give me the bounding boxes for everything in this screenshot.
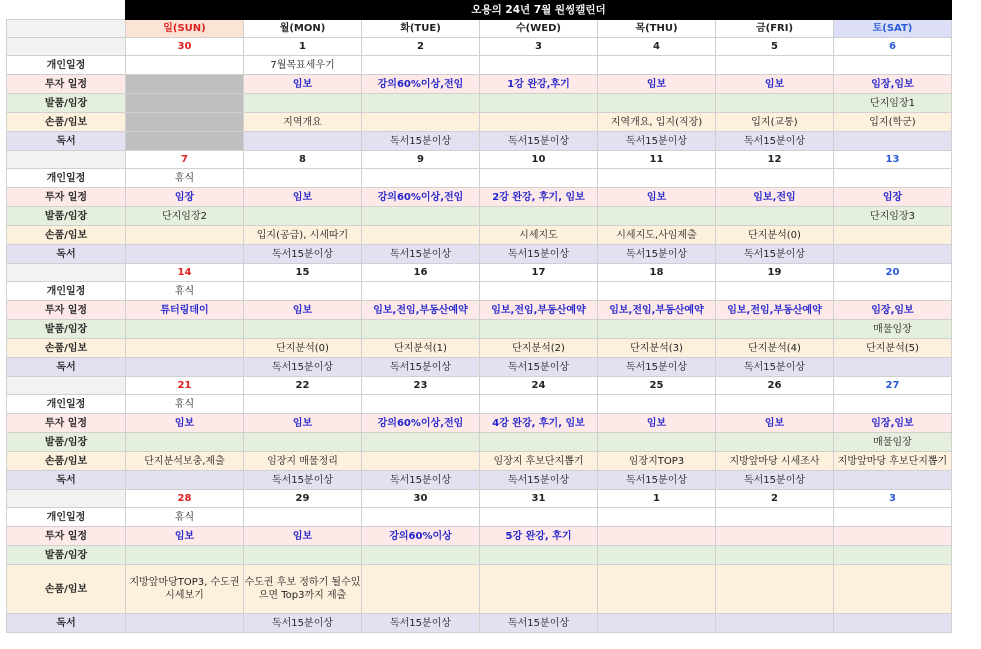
corner-blank — [7, 1, 126, 20]
cell-read-sun[interactable] — [126, 132, 244, 151]
date-row — [7, 377, 952, 395]
cell-read-sat[interactable] — [834, 358, 952, 377]
cell-read-wed[interactable]: 독서15분이상 — [480, 245, 598, 264]
day-header-tue: 화(TUE) — [362, 20, 480, 38]
cell-notice-sat[interactable]: 단지임장3 — [834, 207, 952, 226]
cell-loss-sun[interactable] — [126, 339, 244, 358]
date-cell-mon: 29 — [244, 490, 362, 508]
date-cell-tue: 23 — [362, 377, 480, 395]
row-label-plan: 개인일정 — [7, 508, 126, 527]
cell-plan-fri[interactable] — [716, 56, 834, 75]
date-cell-fri: 26 — [716, 377, 834, 395]
cell-notice-sun[interactable] — [126, 320, 244, 339]
cell-plan-sat[interactable] — [834, 508, 952, 527]
header-corner — [7, 20, 126, 38]
row-label-read: 독서 — [7, 132, 126, 151]
cell-loss-mon[interactable]: 지역개요 — [244, 113, 362, 132]
date-row — [7, 264, 952, 282]
row-label-loss: 손품/임보 — [7, 339, 126, 358]
date-cell-sat: 27 — [834, 377, 952, 395]
cell-invest-fri[interactable]: 임보,전임,부동산예약 — [716, 301, 834, 320]
row-label-invest: 투자 일정 — [7, 75, 126, 94]
date-cell-thu: 11 — [598, 151, 716, 169]
cell-plan-tue[interactable] — [362, 395, 480, 414]
row-label-notice: 발품/임장 — [7, 207, 126, 226]
cell-notice-wed[interactable] — [480, 546, 598, 565]
date-row-label — [7, 490, 126, 508]
cell-read-tue[interactable]: 독서15분이상 — [362, 614, 480, 633]
cell-read-sat[interactable] — [834, 471, 952, 490]
cell-loss-sun[interactable] — [126, 113, 244, 132]
date-cell-wed: 3 — [480, 38, 598, 56]
cell-read-sun[interactable] — [126, 245, 244, 264]
cell-read-sat[interactable] — [834, 132, 952, 151]
cell-plan-thu[interactable] — [598, 56, 716, 75]
row-notice — [7, 207, 952, 226]
cell-loss-sat[interactable]: 단지분석(5) — [834, 339, 952, 358]
cell-loss-sat[interactable]: 지방앞마당 후보단지뽑기 — [834, 452, 952, 471]
cell-invest-tue[interactable]: 강의60%이상 — [362, 527, 480, 546]
cell-invest-thu[interactable]: 임보 — [598, 75, 716, 94]
cell-read-fri[interactable]: 독서15분이상 — [716, 132, 834, 151]
date-cell-sun: 30 — [126, 38, 244, 56]
cell-invest-wed[interactable]: 5강 완강, 후기 — [480, 527, 598, 546]
cell-plan-fri[interactable] — [716, 395, 834, 414]
cell-invest-sun[interactable]: 튜터링데이 — [126, 301, 244, 320]
cell-read-fri[interactable] — [716, 614, 834, 633]
row-label-read: 독서 — [7, 471, 126, 490]
cell-read-thu[interactable]: 독서15분이상 — [598, 358, 716, 377]
row-notice — [7, 320, 952, 339]
cell-plan-mon[interactable] — [244, 395, 362, 414]
row-loss — [7, 226, 952, 245]
cell-loss-sun[interactable]: 지방앞마당TOP3, 수도권시세보기 — [126, 565, 244, 614]
cell-notice-fri[interactable] — [716, 320, 834, 339]
cell-loss-fri[interactable] — [716, 565, 834, 614]
row-notice — [7, 94, 952, 113]
cell-read-tue[interactable]: 독서15분이상 — [362, 471, 480, 490]
cell-notice-mon[interactable] — [244, 207, 362, 226]
row-read — [7, 614, 952, 633]
date-row — [7, 151, 952, 169]
cell-loss-tue[interactable]: 단지분석(1) — [362, 339, 480, 358]
row-plan — [7, 282, 952, 301]
cell-read-tue[interactable]: 독서15분이상 — [362, 132, 480, 151]
cell-plan-sat[interactable] — [834, 395, 952, 414]
cell-loss-wed[interactable]: 임장지 후보단지뽑기 — [480, 452, 598, 471]
date-row-label — [7, 38, 126, 56]
cell-notice-sun[interactable] — [126, 94, 244, 113]
day-header-wed: 수(WED) — [480, 20, 598, 38]
row-label-read: 독서 — [7, 358, 126, 377]
cell-plan-wed[interactable] — [480, 282, 598, 301]
row-invest — [7, 414, 952, 433]
cell-plan-sun[interactable]: 휴식 — [126, 169, 244, 188]
cell-plan-thu[interactable] — [598, 169, 716, 188]
date-cell-mon: 15 — [244, 264, 362, 282]
cell-notice-thu[interactable] — [598, 207, 716, 226]
cell-invest-sun[interactable]: 임보 — [126, 527, 244, 546]
row-loss — [7, 452, 952, 471]
cell-notice-wed[interactable] — [480, 207, 598, 226]
cell-loss-tue[interactable] — [362, 452, 480, 471]
cell-notice-wed[interactable] — [480, 320, 598, 339]
row-invest — [7, 301, 952, 320]
cell-notice-thu[interactable] — [598, 320, 716, 339]
cell-read-mon[interactable]: 독서15분이상 — [244, 471, 362, 490]
row-label-notice: 발품/임장 — [7, 320, 126, 339]
cell-invest-sun[interactable] — [126, 75, 244, 94]
date-row-label — [7, 151, 126, 169]
cell-notice-thu[interactable] — [598, 546, 716, 565]
row-read — [7, 132, 952, 151]
cell-invest-tue[interactable]: 강의60%이상,전임 — [362, 75, 480, 94]
cell-notice-sun[interactable]: 단지임장2 — [126, 207, 244, 226]
cell-invest-wed[interactable]: 4강 완강, 후기, 임보 — [480, 414, 598, 433]
row-label-notice: 발품/임장 — [7, 433, 126, 452]
calendar-table — [6, 0, 952, 633]
row-plan — [7, 395, 952, 414]
cell-read-mon[interactable]: 독서15분이상 — [244, 614, 362, 633]
cell-read-thu[interactable]: 독서15분이상 — [598, 471, 716, 490]
date-cell-thu: 25 — [598, 377, 716, 395]
cell-read-thu[interactable]: 독서15분이상 — [598, 132, 716, 151]
cell-notice-fri[interactable] — [716, 94, 834, 113]
date-cell-wed: 17 — [480, 264, 598, 282]
cell-notice-thu[interactable] — [598, 433, 716, 452]
cell-loss-mon[interactable]: 단지분석(0) — [244, 339, 362, 358]
cell-invest-wed[interactable]: 2강 완강, 후기, 임보 — [480, 188, 598, 207]
cell-plan-sun[interactable]: 휴식 — [126, 508, 244, 527]
cell-notice-tue[interactable] — [362, 320, 480, 339]
date-cell-mon: 1 — [244, 38, 362, 56]
date-cell-thu: 1 — [598, 490, 716, 508]
row-label-invest: 투자 일정 — [7, 414, 126, 433]
cell-plan-wed[interactable] — [480, 508, 598, 527]
date-cell-fri: 19 — [716, 264, 834, 282]
date-cell-sat: 3 — [834, 490, 952, 508]
row-label-loss: 손품/임보 — [7, 226, 126, 245]
cell-plan-thu[interactable] — [598, 508, 716, 527]
cell-invest-sun[interactable]: 임보 — [126, 414, 244, 433]
cell-read-fri[interactable]: 독서15분이상 — [716, 358, 834, 377]
cell-plan-mon[interactable]: 7월목표세우기 — [244, 56, 362, 75]
cell-notice-tue[interactable] — [362, 94, 480, 113]
cell-notice-mon[interactable] — [244, 94, 362, 113]
cell-notice-mon[interactable] — [244, 433, 362, 452]
cell-notice-sat[interactable]: 매물임장 — [834, 320, 952, 339]
cell-loss-wed[interactable] — [480, 113, 598, 132]
cell-read-thu[interactable]: 독서15분이상 — [598, 245, 716, 264]
date-cell-fri: 5 — [716, 38, 834, 56]
row-invest — [7, 75, 952, 94]
cell-loss-tue[interactable] — [362, 226, 480, 245]
cell-invest-sat[interactable]: 임장,임보 — [834, 414, 952, 433]
date-cell-thu: 4 — [598, 38, 716, 56]
row-loss — [7, 339, 952, 358]
date-cell-sun: 7 — [126, 151, 244, 169]
date-cell-fri: 12 — [716, 151, 834, 169]
row-notice — [7, 433, 952, 452]
date-cell-fri: 2 — [716, 490, 834, 508]
date-cell-wed: 31 — [480, 490, 598, 508]
cell-plan-sun[interactable]: 휴식 — [126, 282, 244, 301]
date-cell-sat: 20 — [834, 264, 952, 282]
row-label-loss: 손품/임보 — [7, 565, 126, 614]
cell-invest-mon[interactable]: 임보 — [244, 188, 362, 207]
cell-plan-sat[interactable] — [834, 169, 952, 188]
cell-loss-mon[interactable]: 임장지 매물정리 — [244, 452, 362, 471]
cell-read-sun[interactable] — [126, 358, 244, 377]
cell-loss-thu[interactable] — [598, 565, 716, 614]
cell-notice-tue[interactable] — [362, 207, 480, 226]
cell-invest-tue[interactable]: 강의60%이상,전임 — [362, 414, 480, 433]
row-label-loss: 손품/임보 — [7, 452, 126, 471]
date-row-label — [7, 264, 126, 282]
cell-notice-tue[interactable] — [362, 433, 480, 452]
cell-loss-fri[interactable]: 단지분석(0) — [716, 226, 834, 245]
date-cell-sun: 21 — [126, 377, 244, 395]
row-label-plan: 개인일정 — [7, 169, 126, 188]
cell-read-mon[interactable] — [244, 132, 362, 151]
cell-plan-sun[interactable] — [126, 56, 244, 75]
row-label-read: 독서 — [7, 614, 126, 633]
cell-invest-sun[interactable]: 임장 — [126, 188, 244, 207]
cell-plan-tue[interactable] — [362, 508, 480, 527]
row-loss — [7, 113, 952, 132]
cell-plan-fri[interactable] — [716, 282, 834, 301]
row-notice — [7, 546, 952, 565]
cell-invest-mon[interactable]: 임보 — [244, 75, 362, 94]
cell-invest-sat[interactable]: 임장,임보 — [834, 75, 952, 94]
cell-invest-thu[interactable]: 임보 — [598, 414, 716, 433]
cell-invest-tue[interactable]: 강의60%이상,전임 — [362, 188, 480, 207]
date-cell-sun: 28 — [126, 490, 244, 508]
cell-loss-wed[interactable] — [480, 565, 598, 614]
row-loss — [7, 565, 952, 614]
cell-loss-thu[interactable]: 지역개요, 입지(직장) — [598, 113, 716, 132]
cell-read-wed[interactable]: 독서15분이상 — [480, 358, 598, 377]
cell-notice-sat[interactable] — [834, 546, 952, 565]
cell-invest-mon[interactable]: 임보 — [244, 414, 362, 433]
cell-notice-fri[interactable] — [716, 433, 834, 452]
row-label-notice: 발품/임장 — [7, 546, 126, 565]
row-label-invest: 투자 일정 — [7, 301, 126, 320]
cell-notice-sat[interactable]: 매물임장 — [834, 433, 952, 452]
cell-loss-thu[interactable]: 단지분석(3) — [598, 339, 716, 358]
cell-invest-fri[interactable]: 임보,전임 — [716, 188, 834, 207]
cell-plan-fri[interactable] — [716, 169, 834, 188]
cell-invest-thu[interactable]: 임보 — [598, 188, 716, 207]
cell-plan-sun[interactable]: 휴식 — [126, 395, 244, 414]
cell-notice-wed[interactable] — [480, 433, 598, 452]
day-header-sun: 일(SUN) — [126, 20, 244, 38]
cell-read-fri[interactable]: 독서15분이상 — [716, 245, 834, 264]
cell-read-mon[interactable]: 독서15분이상 — [244, 358, 362, 377]
cell-invest-wed[interactable]: 임보,전임,부동산예약 — [480, 301, 598, 320]
cell-invest-fri[interactable]: 임보 — [716, 414, 834, 433]
cell-read-wed[interactable]: 독서15분이상 — [480, 132, 598, 151]
cell-notice-fri[interactable] — [716, 546, 834, 565]
row-plan — [7, 56, 952, 75]
cell-loss-sat[interactable] — [834, 226, 952, 245]
cell-read-wed[interactable]: 독서15분이상 — [480, 471, 598, 490]
row-label-plan: 개인일정 — [7, 395, 126, 414]
date-cell-tue: 9 — [362, 151, 480, 169]
date-cell-tue: 30 — [362, 490, 480, 508]
cell-loss-tue[interactable] — [362, 113, 480, 132]
date-cell-thu: 18 — [598, 264, 716, 282]
cell-notice-sun[interactable] — [126, 433, 244, 452]
date-cell-tue: 16 — [362, 264, 480, 282]
day-header-fri: 금(FRI) — [716, 20, 834, 38]
cell-plan-wed[interactable] — [480, 395, 598, 414]
cell-notice-thu[interactable] — [598, 94, 716, 113]
cell-loss-sat[interactable] — [834, 565, 952, 614]
row-read — [7, 245, 952, 264]
cell-loss-wed[interactable]: 시세지도 — [480, 226, 598, 245]
cell-plan-fri[interactable] — [716, 508, 834, 527]
cell-plan-mon[interactable] — [244, 169, 362, 188]
cell-loss-fri[interactable]: 입지(교통) — [716, 113, 834, 132]
calendar-title: 오용의 24년 7월 원씽캘린더 — [126, 1, 952, 20]
date-cell-sat: 13 — [834, 151, 952, 169]
cell-invest-fri[interactable] — [716, 527, 834, 546]
cell-plan-thu[interactable] — [598, 395, 716, 414]
cell-invest-tue[interactable]: 임보,전임,부동산예약 — [362, 301, 480, 320]
cell-invest-wed[interactable]: 1강 완강,후기 — [480, 75, 598, 94]
cell-read-sun[interactable] — [126, 471, 244, 490]
cell-invest-sat[interactable] — [834, 527, 952, 546]
date-cell-wed: 10 — [480, 151, 598, 169]
cell-notice-fri[interactable] — [716, 207, 834, 226]
cell-invest-mon[interactable]: 임보 — [244, 527, 362, 546]
row-label-notice: 발품/임장 — [7, 94, 126, 113]
cell-plan-tue[interactable] — [362, 56, 480, 75]
cell-notice-mon[interactable] — [244, 320, 362, 339]
day-header-sat: 토(SAT) — [834, 20, 952, 38]
cell-plan-mon[interactable] — [244, 282, 362, 301]
cell-read-mon[interactable]: 독서15분이상 — [244, 245, 362, 264]
cell-loss-sun[interactable] — [126, 226, 244, 245]
cell-plan-thu[interactable] — [598, 282, 716, 301]
date-cell-wed: 24 — [480, 377, 598, 395]
cell-plan-tue[interactable] — [362, 282, 480, 301]
row-label-plan: 개인일정 — [7, 282, 126, 301]
date-cell-tue: 2 — [362, 38, 480, 56]
row-invest — [7, 188, 952, 207]
cell-loss-wed[interactable]: 단지분석(2) — [480, 339, 598, 358]
date-cell-mon: 22 — [244, 377, 362, 395]
cell-plan-tue[interactable] — [362, 169, 480, 188]
row-read — [7, 358, 952, 377]
date-row — [7, 490, 952, 508]
cell-notice-sat[interactable]: 단지임장1 — [834, 94, 952, 113]
date-row-label — [7, 377, 126, 395]
day-header-thu: 목(THU) — [598, 20, 716, 38]
cell-loss-sun[interactable]: 단지분석보충,제출 — [126, 452, 244, 471]
cell-invest-sat[interactable]: 임장,임보 — [834, 301, 952, 320]
row-label-read: 독서 — [7, 245, 126, 264]
cell-read-tue[interactable]: 독서15분이상 — [362, 358, 480, 377]
cell-loss-tue[interactable] — [362, 565, 480, 614]
cell-plan-wed[interactable] — [480, 169, 598, 188]
cell-loss-mon[interactable]: 입지(공급), 시세따기 — [244, 226, 362, 245]
cell-invest-thu[interactable]: 임보,전임,부동산예약 — [598, 301, 716, 320]
row-label-invest: 투자 일정 — [7, 188, 126, 207]
row-read — [7, 471, 952, 490]
cell-read-thu[interactable] — [598, 614, 716, 633]
row-plan — [7, 169, 952, 188]
date-row — [7, 38, 952, 56]
cell-notice-sun[interactable] — [126, 546, 244, 565]
cell-read-sun[interactable] — [126, 614, 244, 633]
cell-invest-fri[interactable]: 임보 — [716, 75, 834, 94]
cell-loss-mon[interactable]: 수도권 후보 정하기 될수있으면 Top3까지 제출 — [244, 565, 362, 614]
cell-loss-sat[interactable]: 입지(학군) — [834, 113, 952, 132]
cell-read-wed[interactable]: 독서15분이상 — [480, 614, 598, 633]
row-label-loss: 손품/임보 — [7, 113, 126, 132]
cell-notice-tue[interactable] — [362, 546, 480, 565]
day-header-row — [7, 20, 952, 38]
date-cell-mon: 8 — [244, 151, 362, 169]
cell-loss-fri[interactable]: 단지분석(4) — [716, 339, 834, 358]
cell-read-fri[interactable]: 독서15분이상 — [716, 471, 834, 490]
cell-plan-mon[interactable] — [244, 508, 362, 527]
cell-plan-sat[interactable] — [834, 282, 952, 301]
cell-read-sat[interactable] — [834, 245, 952, 264]
cell-loss-fri[interactable]: 지방앞마당 시세조사 — [716, 452, 834, 471]
cell-invest-mon[interactable]: 임보 — [244, 301, 362, 320]
row-label-invest: 투자 일정 — [7, 527, 126, 546]
date-cell-sat: 6 — [834, 38, 952, 56]
date-cell-sun: 14 — [126, 264, 244, 282]
cell-notice-mon[interactable] — [244, 546, 362, 565]
cell-plan-sat[interactable] — [834, 56, 952, 75]
cell-invest-sat[interactable]: 임장 — [834, 188, 952, 207]
row-label-plan: 개인일정 — [7, 56, 126, 75]
cell-loss-thu[interactable]: 임장지TOP3 — [598, 452, 716, 471]
day-header-mon: 월(MON) — [244, 20, 362, 38]
row-plan — [7, 508, 952, 527]
row-invest — [7, 527, 952, 546]
cell-notice-wed[interactable] — [480, 94, 598, 113]
cell-invest-thu[interactable] — [598, 527, 716, 546]
cell-plan-wed[interactable] — [480, 56, 598, 75]
cell-loss-thu[interactable]: 시세지도,사임제출 — [598, 226, 716, 245]
cell-read-tue[interactable]: 독서15분이상 — [362, 245, 480, 264]
cell-read-sat[interactable] — [834, 614, 952, 633]
